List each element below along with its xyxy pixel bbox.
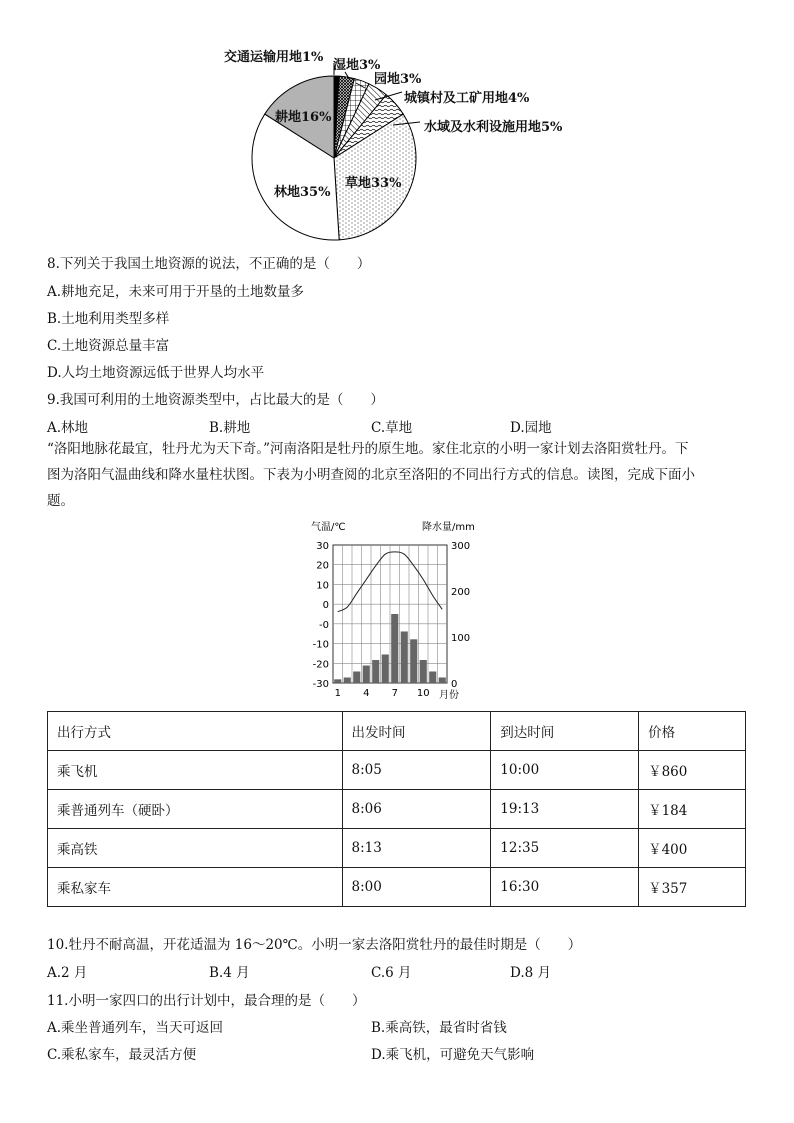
table-row (48, 790, 746, 829)
intro-paragraph (47, 436, 757, 514)
question-11-option-a: A.乘坐普通列车，当天可返回 (47, 1020, 224, 1036)
question-9-stem: 9.我国可利用的土地资源类型中，占比最大的是（ ） (47, 392, 384, 408)
question-8-stem: 8.下列关于我国土地资源的说法，不正确的是（ ） (47, 256, 371, 272)
pie-label-water: 水域及水利设施用地5% (424, 120, 563, 135)
table-header-cell: 到达时间 (491, 712, 639, 751)
y-left-tick-label: -30 (312, 679, 329, 690)
pie-label-urban: 城镇村及工矿用地4% (404, 91, 530, 106)
question-11-option-b: B.乘高铁，最省时省钱 (371, 1020, 507, 1036)
pie-label-garden: 园地3% (374, 72, 422, 87)
question-8-option-c: C.土地资源总量丰富 (47, 338, 170, 354)
precipitation-bar (429, 672, 436, 684)
table-row (48, 868, 746, 907)
x-tick-label: 7 (391, 688, 398, 699)
table-header-cell: 出行方式 (48, 712, 343, 751)
pie-label-wetland: 湿地3% (333, 58, 381, 73)
y-left-tick-label: 20 (316, 560, 329, 572)
table-cell: 8:00 (342, 868, 491, 907)
y-left-tick-label: -20 (312, 659, 329, 671)
y-left-tick-label: 0 (322, 600, 329, 612)
intro-line-2: 图为洛阳气温曲线和降水量柱状图。下表为小明查阅的北京至洛阳的不同出行方式的信息。读图，完成下面小 (47, 467, 695, 483)
table-cell: 乘私家车 (48, 868, 343, 907)
intro-line-1: “洛阳地脉花最宜，牡丹尤为天下奇。”河南洛阳是牡丹的原生地。家住北京的小明一家计划去洛阳赏牡丹。下 (47, 441, 689, 457)
precipitation-bar (353, 672, 360, 684)
question-10-stem: 10.牡丹不耐高温，开花适温为 16～20℃。小明一家去洛阳赏牡丹的最佳时期是（ ） (47, 937, 582, 953)
question-10-option-a: A.2 月 (47, 965, 88, 981)
precipitation-bar (410, 639, 417, 683)
y-left-tick-label: 30 (316, 541, 329, 552)
pie-label-forest: 林地35% (274, 185, 331, 200)
question-11-option-c: C.乘私家车，最灵活方便 (47, 1047, 197, 1063)
question-9-option-d: D.园地 (510, 420, 552, 436)
y-right-tick-label: 100 (451, 633, 471, 644)
question-10-option-b: B.4 月 (209, 965, 250, 981)
intro-line-3: 题。 (47, 493, 74, 509)
y-left-tick-label: -10 (312, 639, 329, 651)
land-use-pie-chart (0, 0, 794, 250)
luoyang-climate-chart (300, 518, 480, 704)
precipitation-bar (344, 677, 351, 683)
y-right-tick-label: 300 (451, 541, 471, 552)
y-right-tick-label: 200 (451, 587, 471, 598)
table-cell: 8:13 (342, 829, 491, 868)
precipitation-bar (439, 677, 446, 683)
y-right-tick-label: 0 (451, 679, 458, 690)
precipitation-bar (372, 660, 379, 683)
question-8-option-b: B.土地利用类型多样 (47, 311, 170, 327)
table-cell: ￥184 (639, 790, 746, 829)
table-cell: 19:13 (491, 790, 639, 829)
table-cell: 12:35 (491, 829, 639, 868)
table-cell: 乘飞机 (48, 751, 343, 790)
question-10-option-c: C.6 月 (371, 965, 412, 981)
x-axis-unit: 月份 (439, 690, 459, 701)
table-cell: 8:05 (342, 751, 491, 790)
precipitation-bar (420, 660, 427, 683)
table-cell: 10:00 (491, 751, 639, 790)
table-header-row (48, 712, 746, 751)
question-9-option-b: B.耕地 (209, 420, 251, 436)
pie-label-transport: 交通运输用地1% (224, 50, 324, 65)
question-9-option-a: A.林地 (47, 420, 89, 436)
x-tick-label: 1 (334, 688, 341, 699)
table-cell: 16:30 (491, 868, 639, 907)
question-10-option-d: D.8 月 (510, 965, 552, 981)
y-left-tick-label: -0 (319, 619, 329, 631)
precipitation-bar (382, 654, 389, 683)
table-row (48, 829, 746, 868)
x-tick-label: 10 (416, 688, 430, 699)
question-11-stem: 11.小明一家四口的出行计划中，最合理的是（ ） (47, 993, 366, 1009)
table-cell: ￥400 (639, 829, 746, 868)
travel-options-table (47, 711, 746, 907)
table-cell: ￥357 (639, 868, 746, 907)
question-11-option-d: D.乘飞机，可避免天气影响 (371, 1047, 535, 1063)
question-8-option-d: D.人均土地资源远低于世界人均水平 (47, 365, 265, 381)
table-header-cell: 出发时间 (342, 712, 491, 751)
precipitation-bar (334, 679, 341, 683)
table-cell: 乘普通列车（硬卧） (48, 790, 343, 829)
pie-label-grassland: 草地33% (345, 176, 402, 191)
question-8-option-a: A.耕地充足，未来可用于开垦的土地数量多 (47, 284, 305, 300)
pie-label-cropland: 耕地16% (275, 110, 332, 125)
left-axis-title: 气温/℃ (311, 522, 346, 533)
table-cell: ￥860 (639, 751, 746, 790)
question-9-option-c: C.草地 (371, 420, 413, 436)
precipitation-bar (391, 614, 398, 683)
table-row (48, 751, 746, 790)
y-left-tick-label: 10 (316, 580, 329, 592)
precipitation-bar (401, 631, 408, 683)
table-header-cell: 价格 (639, 712, 746, 751)
precipitation-bar (363, 666, 370, 683)
right-axis-title: 降水量/mm (422, 522, 475, 533)
table-cell: 乘高铁 (48, 829, 343, 868)
x-tick-label: 4 (363, 688, 370, 699)
table-cell: 8:06 (342, 790, 491, 829)
